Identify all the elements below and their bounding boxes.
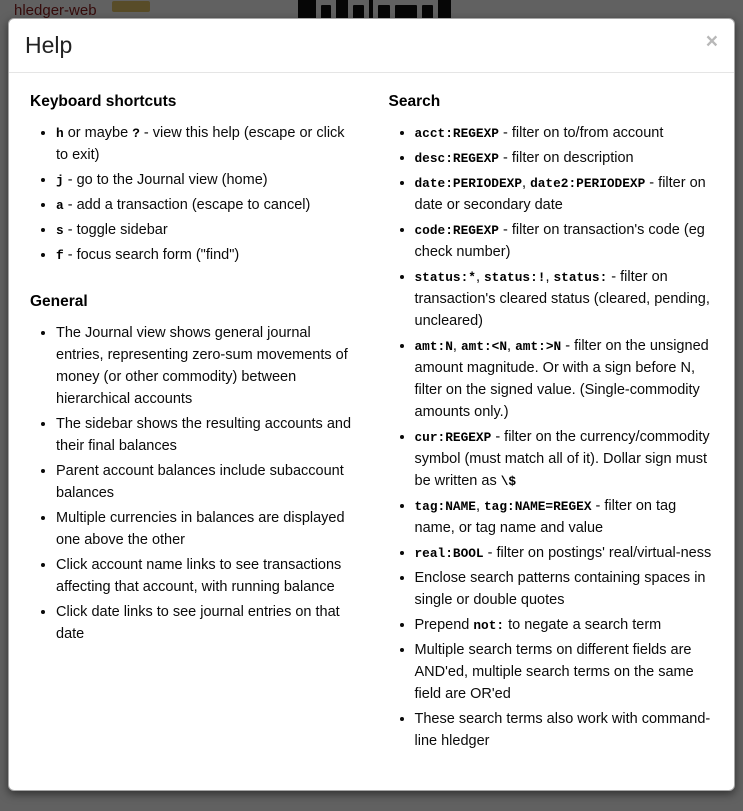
code-span: code:REGEXP bbox=[414, 222, 499, 238]
list-item bbox=[415, 639, 720, 705]
list-item bbox=[56, 322, 361, 410]
list-item bbox=[415, 335, 720, 423]
list-item bbox=[56, 413, 361, 457]
keyboard-shortcuts-heading: Keyboard shortcuts bbox=[30, 92, 177, 110]
help-modal bbox=[8, 18, 735, 791]
code-span: real:BOOL bbox=[414, 546, 484, 562]
list-item bbox=[415, 567, 720, 611]
text-span: - filter on the unsigned amount magnitude. Or with a sign before N, filter on the signed value. (Single-commodity amounts only.) bbox=[414, 337, 709, 420]
text-span: Click account name links to see transactions affecting that account, with running balance bbox=[56, 557, 342, 596]
text-span: Multiple currencies in balances are displayed one above the other bbox=[56, 510, 345, 549]
text-span: These search terms also work with command-line hledger bbox=[414, 711, 711, 750]
text-span: - filter on the currency/commodity symbol (must match all of it). Dollar sign must be written as bbox=[414, 429, 710, 490]
code-span: f bbox=[56, 247, 64, 263]
text-span: , bbox=[475, 268, 484, 285]
modal-title: Help bbox=[25, 32, 73, 58]
search-list bbox=[383, 122, 720, 753]
search-heading: Search bbox=[388, 92, 441, 110]
list-item bbox=[415, 266, 720, 332]
text-span: , bbox=[522, 174, 531, 191]
keyboard-shortcuts-list bbox=[24, 122, 361, 266]
text-span: - view this help (escape or click to exit) bbox=[56, 124, 345, 163]
text-span: - add a transaction (escape to cancel) bbox=[63, 196, 311, 213]
code-span: tag:NAME=REGEX bbox=[484, 499, 592, 515]
column-left bbox=[24, 85, 361, 772]
text-span: - focus search form ("find") bbox=[63, 246, 240, 263]
list-item bbox=[56, 122, 361, 166]
code-span: ? bbox=[132, 125, 140, 141]
code-span: amt:<N bbox=[460, 338, 508, 354]
code-span: status:! bbox=[484, 269, 546, 285]
list-item bbox=[415, 495, 720, 539]
general-list bbox=[24, 322, 361, 645]
list-item bbox=[56, 460, 361, 504]
list-item bbox=[56, 507, 361, 551]
text-span: - filter on date or secondary date bbox=[414, 174, 706, 213]
list-item bbox=[415, 172, 720, 216]
list-item bbox=[415, 219, 720, 263]
code-span: amt:N bbox=[414, 338, 453, 354]
code-span: amt:>N bbox=[515, 338, 562, 354]
modal-header bbox=[9, 19, 734, 73]
code-span: a bbox=[56, 197, 64, 213]
list-item bbox=[415, 147, 720, 169]
text-span: Multiple search terms on different fields are AND'ed, multiple search terms on the same field are OR'ed bbox=[414, 642, 694, 703]
list-item bbox=[56, 554, 361, 598]
list-item bbox=[56, 219, 361, 241]
code-span: status:* bbox=[414, 269, 476, 285]
list-item bbox=[415, 708, 720, 752]
text-span: , bbox=[545, 268, 554, 285]
text-span: Enclose search patterns containing spaces in single or double quotes bbox=[414, 570, 706, 609]
close-button[interactable] bbox=[704, 29, 720, 54]
list-item bbox=[56, 194, 361, 216]
text-span: - filter on to/from account bbox=[498, 124, 664, 141]
text-span: Parent account balances include subaccount balances bbox=[56, 462, 344, 501]
code-span: desc:REGEXP bbox=[414, 150, 499, 166]
list-item bbox=[56, 601, 361, 645]
text-span: , bbox=[475, 498, 484, 515]
text-span: Prepend bbox=[414, 617, 474, 634]
column-right bbox=[383, 85, 720, 772]
list-item bbox=[56, 169, 361, 191]
text-span: - toggle sidebar bbox=[63, 221, 168, 238]
text-span: Click date links to see journal entries on that date bbox=[56, 604, 340, 643]
list-item bbox=[415, 614, 720, 636]
code-span: acct:REGEXP bbox=[414, 125, 499, 141]
list-item bbox=[415, 542, 720, 564]
text-span: The Journal view shows general journal entries, representing zero-sum movements of money (or other commodity) between hierarchical accounts bbox=[56, 324, 348, 407]
text-span: - go to the Journal view (home) bbox=[63, 171, 268, 188]
code-span: not: bbox=[473, 618, 505, 634]
code-span: date2:PERIODEXP bbox=[530, 175, 646, 191]
text-span: or maybe bbox=[63, 124, 133, 141]
text-span: - filter on tag name, or tag name and value bbox=[414, 498, 677, 537]
text-span: - filter on transaction's code (eg check number) bbox=[414, 221, 705, 260]
list-item bbox=[415, 426, 720, 492]
general-heading: General bbox=[30, 292, 88, 310]
text-span: , bbox=[507, 337, 516, 354]
text-span: The sidebar shows the resulting accounts and their final balances bbox=[56, 415, 352, 454]
code-span: tag:NAME bbox=[414, 499, 476, 515]
code-span: s bbox=[56, 222, 64, 238]
text-span: to negate a search term bbox=[504, 617, 662, 634]
code-span: h bbox=[56, 125, 64, 141]
modal-body bbox=[9, 73, 734, 790]
code-span: date:PERIODEXP bbox=[414, 175, 523, 191]
code-span: \$ bbox=[500, 474, 517, 490]
text-span: - filter on description bbox=[498, 149, 634, 166]
list-item bbox=[415, 122, 720, 144]
code-span: j bbox=[56, 172, 64, 188]
text-span: - filter on transaction's cleared status (cleared, pending, uncleared) bbox=[414, 268, 710, 329]
list-item bbox=[56, 244, 361, 266]
close-icon: × bbox=[705, 30, 718, 53]
text-span: - filter on postings' real/virtual-ness bbox=[483, 545, 712, 562]
text-span: , bbox=[452, 337, 461, 354]
code-span: status: bbox=[553, 269, 608, 285]
code-span: cur:REGEXP bbox=[414, 430, 492, 445]
